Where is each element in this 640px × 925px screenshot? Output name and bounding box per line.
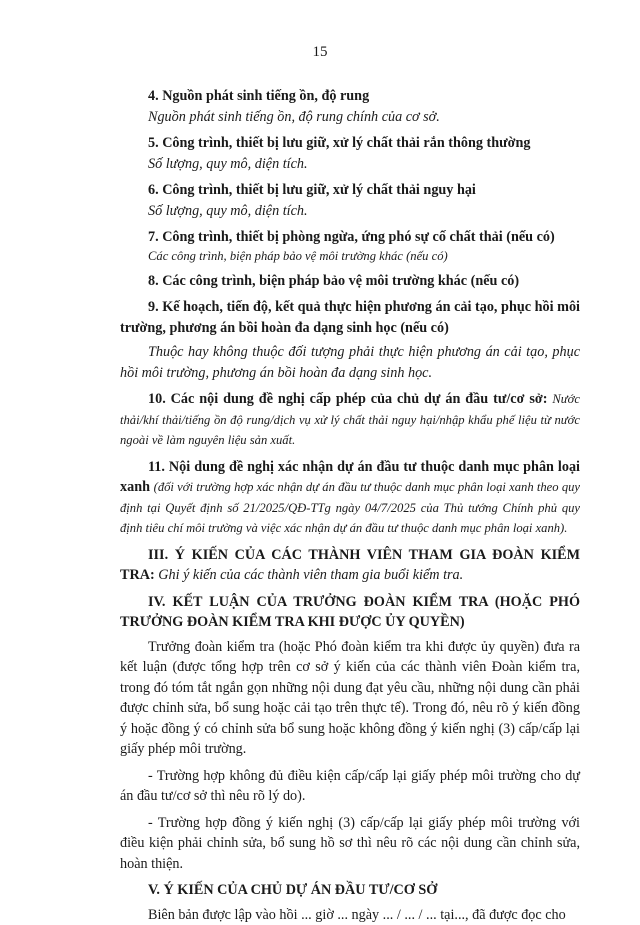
section-6-desc: Số lượng, quy mô, diện tích. [120,201,580,222]
section-IV-paragraph-2: - Trường hợp không đủ điều kiện cấp/cấp lại giấy phép môi trường cho dự án đầu tư/cơ sở thì nêu rõ lý do). [120,766,580,807]
section-III-desc: Ghi ý kiến của các thành viên tham gia buổi kiểm tra. [158,567,463,583]
section-9-desc: Thuộc hay không thuộc đối tượng phải thực hiện phương án cải tạo, phục hồi môi trường, phương án bồi hoàn đa dạng sinh học. [120,342,580,383]
section-5-heading: 5. Công trình, thiết bị lưu giữ, xử lý chất thải rắn thông thường [120,133,580,154]
section-III [120,545,580,586]
section-IV-paragraph-3: - Trường hợp đồng ý kiến nghị (3) cấp/cấp lại giấy phép môi trường với điều kiện phải chỉnh sửa, bổ sung hồ sơ thì nêu rõ các nội dung cần chỉnh sửa, hoàn thiện. [120,813,580,875]
section-4-heading: 4. Nguồn phát sinh tiếng ồn, độ rung [120,86,580,107]
section-11 [120,457,580,539]
section-IV-heading: IV. KẾT LUẬN CỦA TRƯỞNG ĐOÀN KIỂM TRA (HOẶC PHÓ TRƯỞNG ĐOÀN KIỂM TRA KHI ĐƯỢC ỦY QUYỀN) [120,592,580,633]
section-V-heading: V. Ý KIẾN CỦA CHỦ DỰ ÁN ĐẦU TƯ/CƠ SỞ [120,880,580,901]
section-IV-paragraph-1: Trưởng đoàn kiểm tra (hoặc Phó đoàn kiểm tra khi được ủy quyền) đưa ra kết luận (được tổng hợp trên cơ sở ý kiến của các thành viên Đoàn kiểm tra, trong đó tóm tắt ngắn gọn những nội dung đạt yêu cầu, những nội dung cần phải được chỉnh sửa, bổ sung hoặc cải tạo trên thực tế). Trong đó, nêu rõ ý kiến đồng ý hoặc đồng ý có chỉnh sửa bổ sung hoặc không đồng ý kiến nghị (3) cấp/cấp lại giấy phép môi trường. [120,637,580,760]
document-body [120,82,580,925]
section-7-heading: 7. Công trình, thiết bị phòng ngừa, ứng phó sự cố chất thải (nếu có) [120,227,580,248]
section-7-desc: Các công trình, biện pháp bảo vệ môi trường khác (nếu có) [120,248,580,265]
section-V-paragraph-1: Biên bản được lập vào hồi ... giờ ... ngày ... / ... / ... tại..., đã được đọc cho [120,905,580,925]
section-5-desc: Số lượng, quy mô, diện tích. [120,154,580,175]
section-6-heading: 6. Công trình, thiết bị lưu giữ, xử lý chất thải nguy hại [120,180,580,201]
section-10 [120,389,580,451]
section-8-heading: 8. Các công trình, biện pháp bảo vệ môi trường khác (nếu có) [120,271,580,292]
section-4-desc: Nguồn phát sinh tiếng ồn, độ rung chính của cơ sở. [120,107,580,128]
section-11-heading: 11. Nội dung đề nghị xác nhận dự án đầu tư thuộc danh mục phân loại xanh [120,459,580,496]
section-10-desc: Nước thải/khí thải/tiếng ồn độ rung/dịch vụ xử lý chất thải nguy hại/nhập khẩu phế liệu từ nước ngoài về làm nguyên liệu sản xuất. [120,392,580,447]
section-10-heading: 10. Các nội dung đề nghị cấp phép của chủ dự án đầu tư/cơ sở: [148,391,547,407]
section-9-heading: 9. Kế hoạch, tiến độ, kết quả thực hiện phương án cải tạo, phục hồi môi trường, phương án bồi hoàn đa dạng sinh học (nếu có) [120,297,580,338]
page-number: 15 [0,44,640,61]
section-11-desc: (đối với trường hợp xác nhận dự án đầu tư thuộc danh mục phân loại xanh theo quy định tại Quyết định số 21/2025/QĐ-TTg ngày 04/7/2025 của Thủ tướng Chính phủ quy định tiêu chí môi trường và việc xác nhận dự án đầu tư thuộc danh mục phân loại xanh). [120,480,580,535]
section-III-heading: III. Ý KIẾN CỦA CÁC THÀNH VIÊN THAM GIA ĐOÀN KIỂM TRA: [120,547,580,584]
